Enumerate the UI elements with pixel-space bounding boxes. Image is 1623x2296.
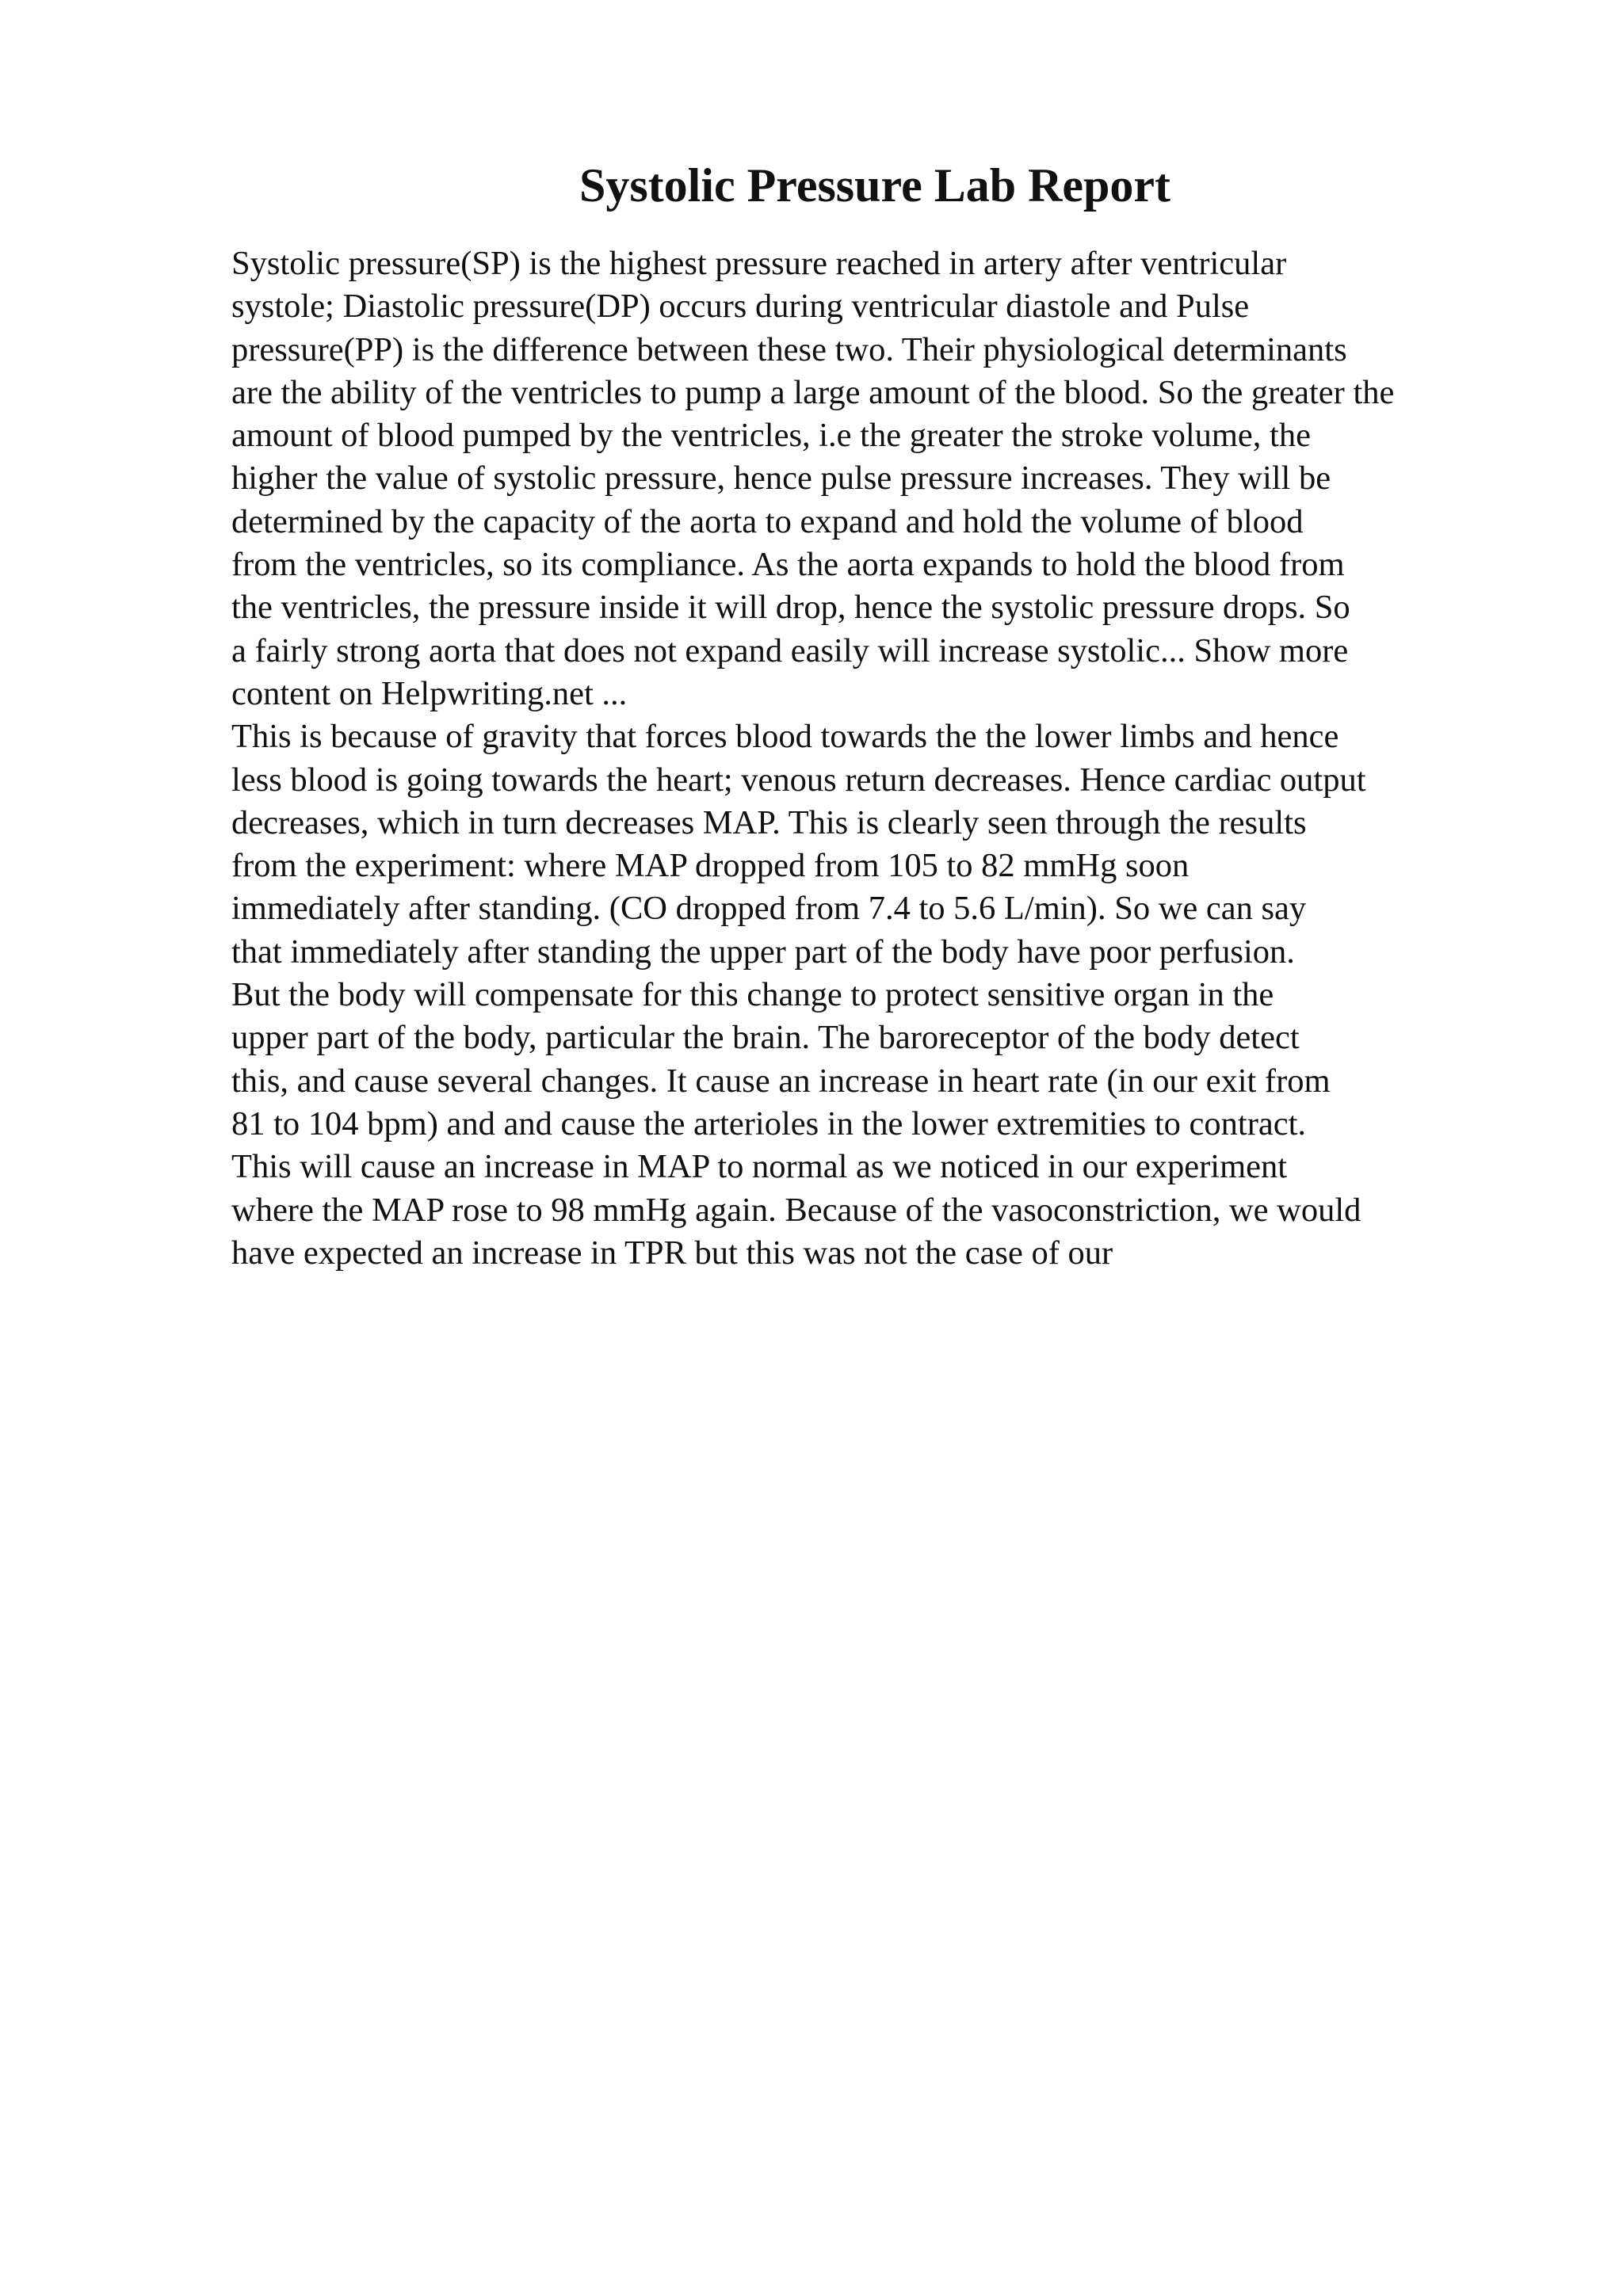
body-line: But the body will compensate for this change to protect sensitive organ in the: [231, 976, 1274, 1014]
body-line: a fairly strong aorta that does not expand easily will increase systolic... Show more: [231, 631, 1349, 669]
body-line: upper part of the body, particular the brain. The baroreceptor of the body detect: [231, 1019, 1300, 1057]
body-line: where the MAP rose to 98 mmHg again. Because of the vasoconstriction, we would: [231, 1191, 1361, 1229]
body-line: determined by the capacity of the aorta to expand and hold the volume of blood: [231, 502, 1304, 540]
body-line: less blood is going towards the heart; venous return decreases. Hence cardiac output: [231, 761, 1366, 799]
body-line: amount of blood pumped by the ventricles, i.e the greater the stroke volume, the: [231, 417, 1311, 455]
body-line: pressure(PP) is the difference between these two. Their physiological determinants: [231, 330, 1347, 368]
body-line: systole; Diastolic pressure(DP) occurs during ventricular diastole and Pulse: [231, 288, 1250, 326]
body-line: the ventricles, the pressure inside it will drop, hence the systolic pressure drops. So: [231, 589, 1350, 627]
page-title: Systolic Pressure Lab Report: [579, 159, 1171, 212]
body-line: content on Helpwriting.net ...: [231, 674, 628, 712]
body-line: This is because of gravity that forces blood towards the the lower limbs and hence: [231, 718, 1339, 756]
body-line: decreases, which in turn decreases MAP. This is clearly seen through the results: [231, 803, 1307, 841]
body-line: that immediately after standing the upper part of the body have poor perfusion.: [231, 933, 1295, 971]
body-line: from the experiment: where MAP dropped from 105 to 82 mmHg soon: [231, 847, 1190, 885]
body-line: immediately after standing. (CO dropped from 7.4 to 5.6 L/min). So we can say: [231, 890, 1307, 928]
body-line: are the ability of the ventricles to pump a large amount of the blood. So the greater the: [231, 373, 1395, 411]
body-line: have expected an increase in TPR but this was not the case of our: [231, 1234, 1113, 1272]
body-line: higher the value of systolic pressure, hence pulse pressure increases. They will be: [231, 460, 1331, 498]
body-line: from the ventricles, so its compliance. As the aorta expands to hold the blood from: [231, 546, 1345, 584]
body-line: this, and cause several changes. It cause an increase in heart rate (in our exit from: [231, 1062, 1331, 1100]
body-text: [231, 242, 1610, 1275]
body-line: Systolic pressure(SP) is the highest pressure reached in artery after ventricular: [231, 245, 1287, 282]
body-line: 81 to 104 bpm) and and cause the arterioles in the lower extremities to contract.: [231, 1104, 1307, 1142]
body-line: This will cause an increase in MAP to normal as we noticed in our experiment: [231, 1148, 1288, 1186]
